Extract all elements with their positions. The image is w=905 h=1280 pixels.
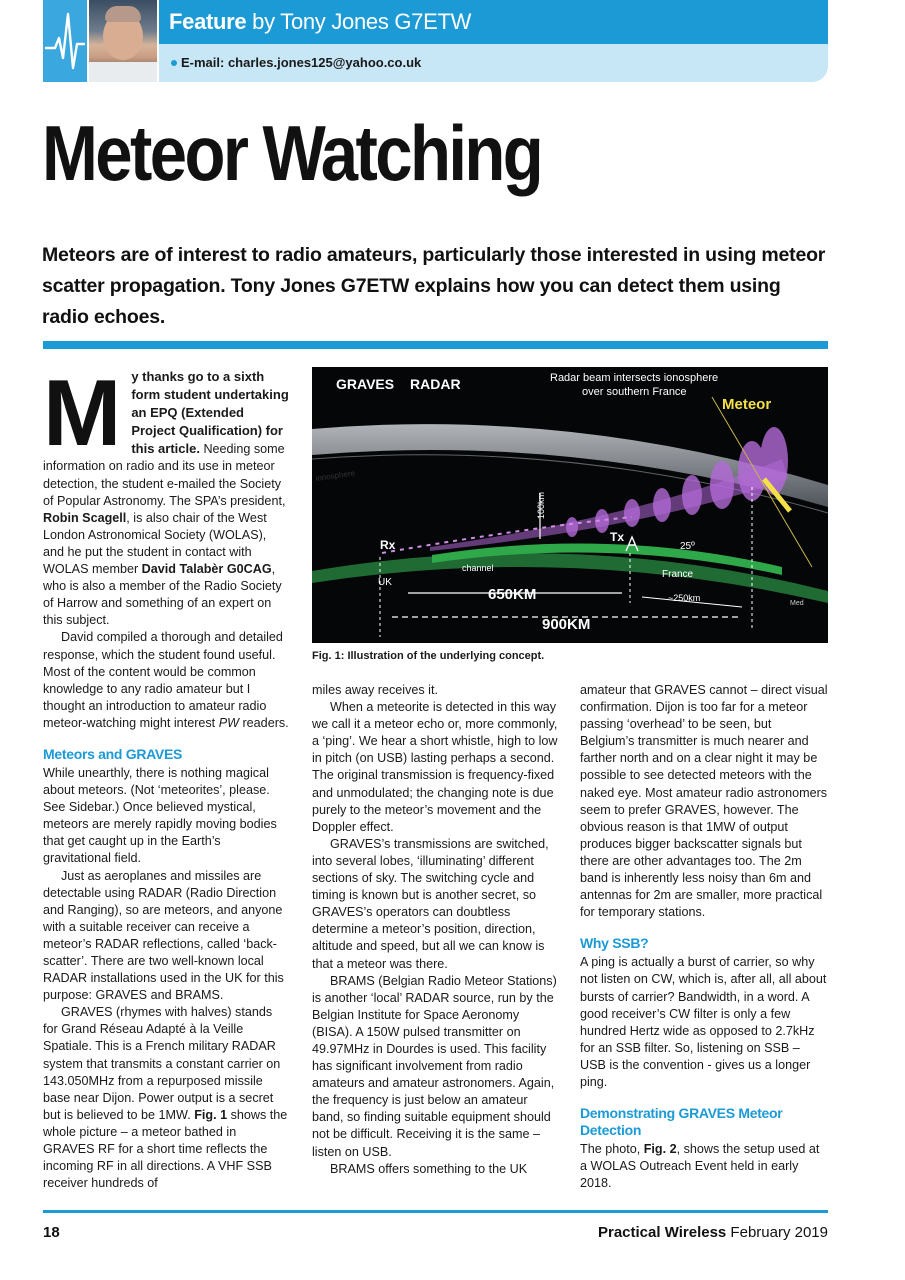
feature-label: Feature [169,9,247,34]
figure-1-diagram [312,367,828,643]
figure-caption: Fig. 1: Illustration of the underlying concept. [312,650,545,662]
magazine-footer [598,1224,828,1241]
paragraph: amateur that GRAVES cannot – direct visual confirmation. Dijon is too far for a meteor passing ‘overhead’ to be seen, but Belgium’s transmitter is much nearer and farther north and on a clear night it may be possible to see detected meteors with the naked eye. Most amateur radio astronomers seem to prefer GRAVES, however. The obvious reason is that 1MW of output produces bigger backscatter signals but there are other advantages too. The 2m band is inherently less noisy than 6m and antennas for 2m are smaller, more practical for temporary stations. [580,683,828,920]
name-robin-scagell: Robin Scagell [43,510,127,525]
heading-meteors-graves: Meteors and GRAVES [43,745,183,762]
fig-channel: channel [462,563,494,573]
fig-uk: UK [378,577,392,588]
paragraph [43,629,290,732]
column-1 [43,360,290,1192]
standfirst: Meteors are of interest to radio amateurs, particularly those interested in using meteor scatter propagation. Tony Jones G7ETW explains how you can detect them using radio echoes. [42,244,826,328]
page-number: 18 [43,1224,60,1241]
text-run: Needing some information on radio and its use in meteor detection, the student e-mailed the Society of Popular Astronomy. The SPA’s president, [43,442,286,508]
fig-ionosphere: ionosphere [315,468,356,483]
intro-bold: y thanks go to a sixth form student undertaking an EPQ (Extended Project Qualification) for this article. [131,369,289,457]
paragraph: GRAVES’s transmissions are switched, into several lobes, ‘illuminating’ different sections of sky. The switching cycle and timing is known but is another secret, so GRAVES’s operators can doubtless determine a meteor’s position, direction, altitude and speed, but all we can know is that a meteor was there. [312,836,549,971]
text-run: , who is also a member of the Radio Society of Harrow and something of an expert on this subject. [43,562,282,628]
bullet-icon [171,60,177,66]
text-run: The photo, [580,1142,644,1157]
paragraph: BRAMS (Belgian Radio Meteor Stations) is another ‘local’ RADAR source, run by the Belgian Institute for Space Aeronomy (BISA). A 150W pulsed transmitter on 49.97MHz in Dourdes is used. This facility has significant involvement from radio amateurs and amateur astronomers. Again, the frequency is just below an amateur band, so finding suitable equipment should not be difficult. Receiving it is the same – listen on USB. [312,973,557,1159]
intro-paragraph [43,360,290,629]
author-email[interactable]: E-mail: charles.jones125@yahoo.co.uk [181,55,422,70]
text-run: , is also chair of the West London Astronomical Society (WOLAS), and he put the student in contact with WOLAS member [43,510,267,577]
fig-tx: Tx [610,530,625,544]
fig-ref: Fig. 2 [643,1142,677,1157]
fig-angle: 25º [680,541,695,552]
text-run: shows the whole picture – a meteor bathed in GRAVES RF for a short time reflects the incoming RF in all directions. A VHF SSB receiver hundreds of [43,1107,288,1191]
fig-med: Med [790,600,804,607]
paragraph [580,1141,828,1192]
email-banner [159,44,828,82]
magazine-name: Practical Wireless [597,1224,727,1241]
fig-france: France [662,569,694,580]
feature-logo-icon [43,0,87,82]
fig-beam-line1: Radar beam intersects ionosphere [550,372,719,384]
name-david-talaber: David Talabèr G0CAG [141,562,272,577]
column-2 [312,682,562,1178]
fig-rx: Rx [380,538,396,552]
issue-date: February 2019 [726,1224,828,1241]
author-photo [89,0,157,82]
drop-cap: M [43,360,122,465]
paragraph: A ping is actually a burst of carrier, so why not listen on CW, which is, after all, all about bursts of carrier? Bandwidth, in a word. A good receiver’s CW filter is only a few hundred Hertz wide as opposed to 2.7kHz for an SSB filter. So, listening on SSB – USB is the convention - gives us a longer ping. [580,955,827,1089]
fig-height: 100km [536,491,546,519]
fig-ref: Fig. 1 [194,1107,228,1122]
fig-dist-650: 650KM [488,586,537,603]
feature-banner [159,0,828,44]
section-rule [43,341,828,349]
article-title: Meteor Watching [42,109,542,197]
heading-why-ssb: Why SSB? [580,935,649,952]
pulse-icon [43,0,87,82]
paragraph: BRAMS offers something to the UK [330,1161,528,1176]
fig-meteor: Meteor [722,396,772,413]
fig-label-graves: GRAVES [336,376,395,392]
paragraph: Just as aeroplanes and missiles are detectable using RADAR (Radio Direction and Ranging), so are meteors, and anyone with a suitable receiver can receive a meteor’s RADAR reflections, called ‘back-scatter’. There are two well-known local RADAR installations used in the UK for this purpose: GRAVES and BRAMS. [43,868,284,1003]
heading-demonstrating: Demonstrating GRAVES Meteor Detection [580,1105,783,1139]
paragraph: While unearthly, there is nothing magical about meteors. (Not ‘meteorites’, please. See Sidebar.) Once believed mystical, meteors are merely rapidly moving bodies that get caught up in the Earth’s gravitational field. [43,765,277,866]
text-run: GRAVES (rhymes with halves) stands for Grand Réseau Adapté à la Veille Spatiale. This is a French military RADAR system that transmits a constant carrier on 143.050MHz from a repurposed missile base near Dijon. Power output is a secret but is believed to be 1MW. [43,1005,281,1122]
fig-label-radar: RADAR [410,376,461,392]
text-run: readers. [238,715,289,730]
paragraph: When a meteorite is detected in this way we call it a meteor echo or, more commonly, a ‘ping’. We hear a short whistle, high to low in pitch (on USB) lasting perhaps a second. The original transmission is frequency-fixed and unmodulated; the changing note is due purely to the meteor’s movement and the Doppler effect. [312,700,558,834]
column-3 [580,682,828,1192]
paragraph [43,1004,290,1192]
graves-radar-illustration [312,367,828,643]
text-run: David compiled a thorough and detailed response, which the student found useful. Most of the content would be common knowledge to any radio amateur but I thought an introduction to amateur radio meteor-watching might interest [43,630,283,730]
fig-dist-250: ~250km [668,593,701,603]
footer-rule [43,1210,828,1213]
pw-italic: PW [218,715,239,730]
byline: by Tony Jones G7ETW [246,9,472,34]
paragraph: miles away receives it. [312,683,438,697]
fig-dist-900: 900KM [542,616,591,633]
text-run: , shows the setup used at a WOLAS Outreach Event held in early 2018. [580,1142,820,1191]
fig-beam-line2: over southern France [582,386,687,398]
